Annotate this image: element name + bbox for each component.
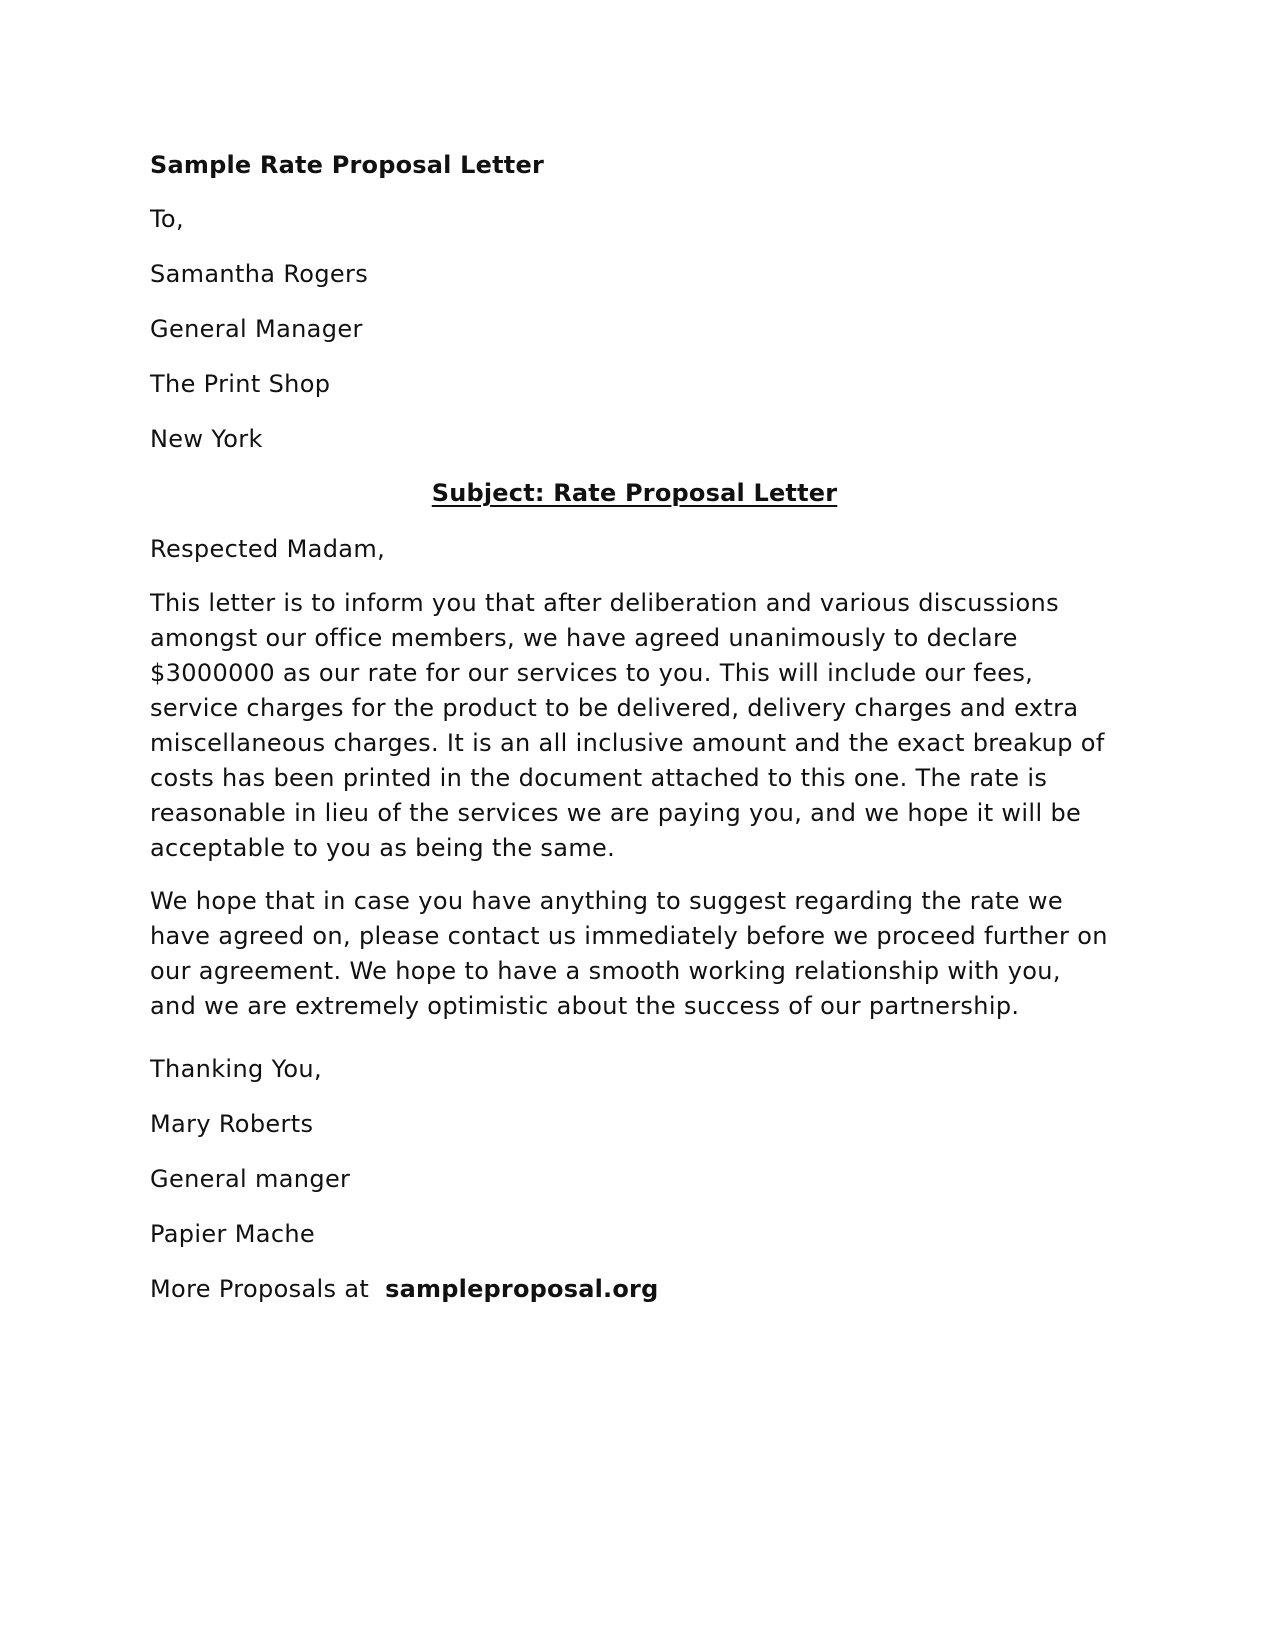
salutation-to: To, xyxy=(150,205,184,233)
paragraph-line: miscellaneous charges. It is an all inclusive amount and the exact breakup of xyxy=(150,729,1105,757)
paragraph-line: We hope that in case you have anything to suggest regarding the rate we xyxy=(150,887,1063,915)
subject-line: Subject: Rate Proposal Letter xyxy=(431,479,838,507)
paragraph-line: $3000000 as our rate for our services to you. This will include our fees, xyxy=(150,659,1034,687)
sender-position: General manger xyxy=(150,1165,351,1193)
recipient-position: General Manager xyxy=(150,315,363,343)
greeting: Respected Madam, xyxy=(150,535,386,563)
sender-company: Papier Mache xyxy=(150,1220,316,1248)
paragraph-line: acceptable to you as being the same. xyxy=(150,834,616,862)
paragraph-line: service charges for the product to be delivered, delivery charges and extra xyxy=(150,694,1079,722)
paragraph-line: This letter is to inform you that after deliberation and various discussions xyxy=(150,589,1059,617)
document-title: Sample Rate Proposal Letter xyxy=(150,151,544,179)
paragraph-line: have agreed on, please contact us immediately before we proceed further on xyxy=(150,922,1108,950)
paragraph-line: our agreement. We hope to have a smooth working relationship with you, xyxy=(150,957,1061,985)
footer-site-link[interactable]: sampleproposal.org xyxy=(385,1275,659,1303)
paragraph-line: amongst our office members, we have agreed unanimously to declare xyxy=(150,624,1018,652)
footer-line xyxy=(150,1272,658,1306)
body-paragraph-1 xyxy=(150,586,1140,866)
paragraph-line: and we are extremely optimistic about the success of our partnership. xyxy=(150,992,1020,1020)
body-paragraph-2 xyxy=(150,884,1140,1024)
paragraph-line: reasonable in lieu of the services we are paying you, and we hope it will be xyxy=(150,799,1082,827)
paragraph-line: costs has been printed in the document attached to this one. The rate is xyxy=(150,764,1048,792)
footer-prefix: More Proposals at xyxy=(150,1275,370,1303)
recipient-company: The Print Shop xyxy=(150,370,331,398)
recipient-city: New York xyxy=(150,425,263,453)
sender-name: Mary Roberts xyxy=(150,1110,314,1138)
recipient-name: Samantha Rogers xyxy=(150,260,369,288)
closing: Thanking You, xyxy=(150,1055,322,1083)
